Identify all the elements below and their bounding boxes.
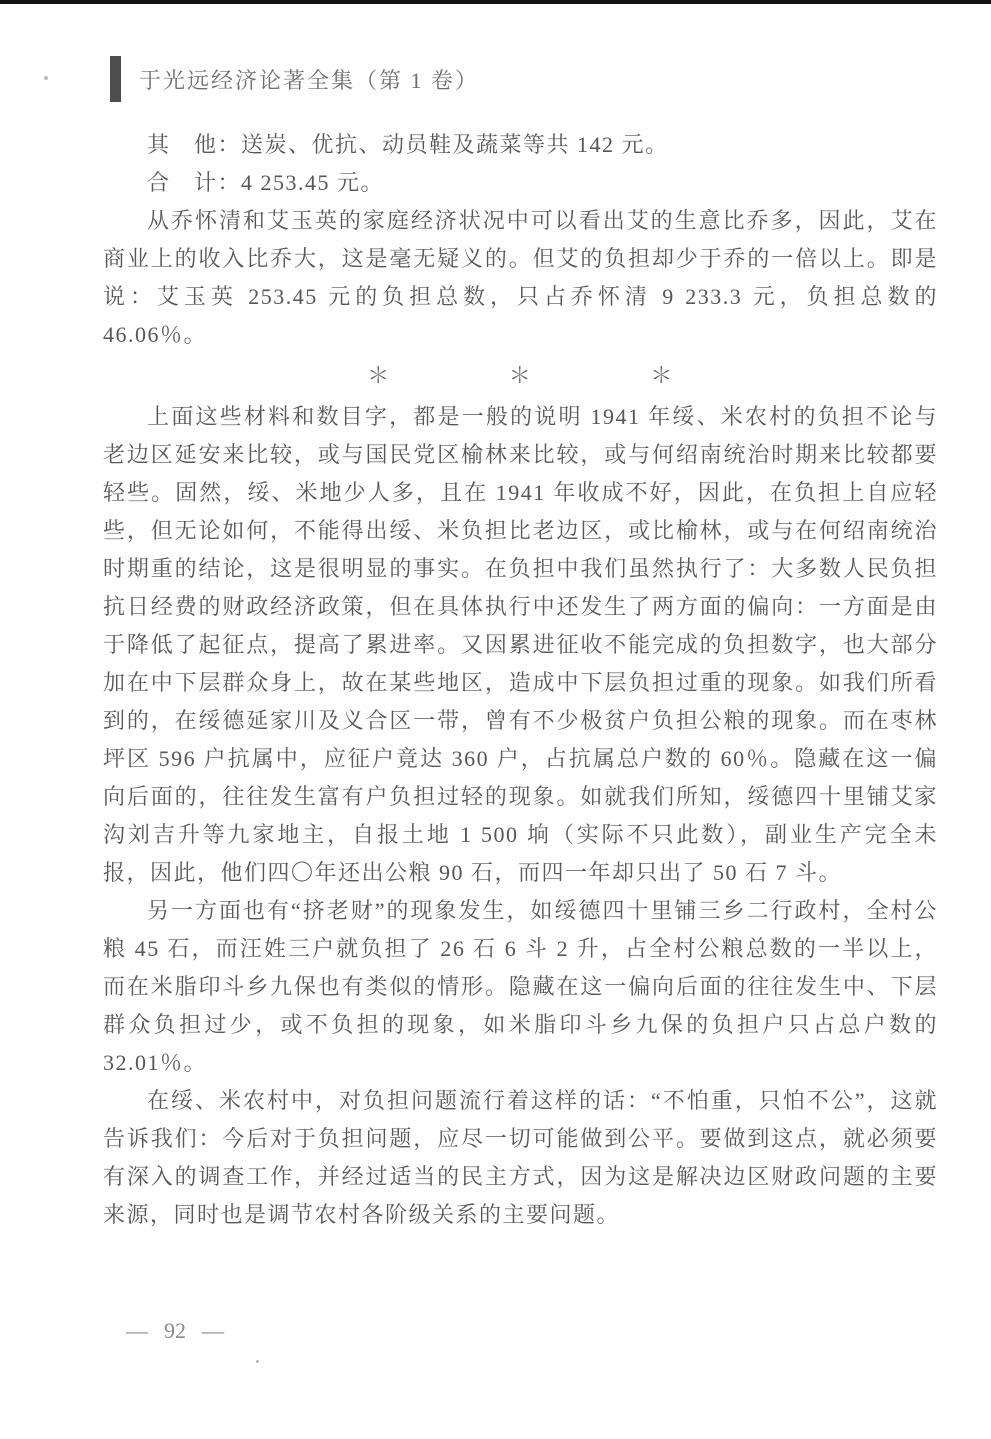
section-separator <box>103 357 938 395</box>
paragraph-squeeze-rich: 另一方面也有“挤老财”的现象发生，如绥德四十里铺三乡二行政村，全村公粮 45 石，而汪姓三户就负担了 26 石 6 斗 2 升，占全村公粮总数的一半以上，而在米脂印斗乡九保也有类似的情形。隐藏在这一偏向后面的往往发生中、下层群众负担过少，或不负担的现象，如米脂印斗乡九保的负担户只占总户数的 32.01％。 <box>103 898 938 1075</box>
page-number-dash: — <box>202 1318 224 1343</box>
asterisk: ＊ <box>508 363 533 388</box>
page-number-dash: — <box>126 1318 148 1343</box>
page-number: 92 <box>164 1318 186 1343</box>
header-accent-bar <box>110 56 121 102</box>
asterisk: ＊ <box>367 363 391 388</box>
page-footer <box>126 1318 224 1344</box>
paragraph-family-comparison: 从乔怀清和艾玉英的家庭经济状况中可以看出艾的生意比乔多，因此，艾在商业上的收入比乔大，这是毫无疑义的。但艾的负担却少于乔的一倍以上。即是说：艾玉英 253.45 元的负担总数，只占乔怀清 9 233.3 元，负担总数的 46.06％。 <box>103 208 938 347</box>
running-header <box>110 56 479 102</box>
scan-top-edge <box>0 0 991 4</box>
scan-speck <box>256 1360 259 1363</box>
page-body <box>103 126 938 1234</box>
paragraph-fairness-conclusion: 在绥、米农村中，对负担问题流行着这样的话：“不怕重，只怕不公”，这就告诉我们：今后对于负担问题，应尽一切可能做到公平。要做到这点，就必须要有深入的调查工作，并经过适当的民主方式，因为这是解决边区财政问题的主要来源，同时也是调节农村各阶级关系的主要问题。 <box>103 1088 938 1227</box>
book-series-title: 于光远经济论著全集（第 1 卷） <box>139 67 480 93</box>
paragraph-burden-analysis: 上面这些材料和数目字，都是一般的说明 1941 年绥、米农村的负担不论与老边区延安来比较，或与国民党区榆林来比较，或与何绍南统治时期来比较都要轻些。固然，绥、米地少人多，且在 1941 年收成不好，因此，在负担上自应轻些，但无论如何，不能得出绥、米负担比老边区，或比榆林，或与在何绍南统治时期重的结论，这是很明显的事实。在负担中我们虽然执行了：大多数人民负担抗日经费的财政经济政策，但在具体执行中还发生了两方面的偏向：一方面是由于降低了起征点，提高了累进率。又因累进征收不能完成的负担数字，也大部分加在中下层群众身上，故在某些地区，造成中下层负担过重的现象。如我们所看到的，在绥德延家川及义合区一带，曾有不少极贫户负担公粮的现象。而在枣林坪区 596 户抗属中，应征户竟达 360 户，占抗属总户数的 60％。隐藏在这一偏向后面的，往往发生富有户负担过轻的现象。如就我们所知，绥德四十里铺艾家沟刘吉升等九家地主，自报土地 1 500 垧（实际不只此数），副业生产完全未报，因此，他们四〇年还出公粮 90 石，而四一年却只出了 50 石 7 斗。 <box>103 404 938 885</box>
asterisk: ＊ <box>650 363 674 388</box>
ledger-line-other: 其 他：送炭、优抗、动员鞋及蔬菜等共 142 元。 <box>147 132 669 157</box>
ledger-line-total: 合 计：4 253.45 元。 <box>147 170 385 195</box>
scan-speck <box>44 76 48 80</box>
